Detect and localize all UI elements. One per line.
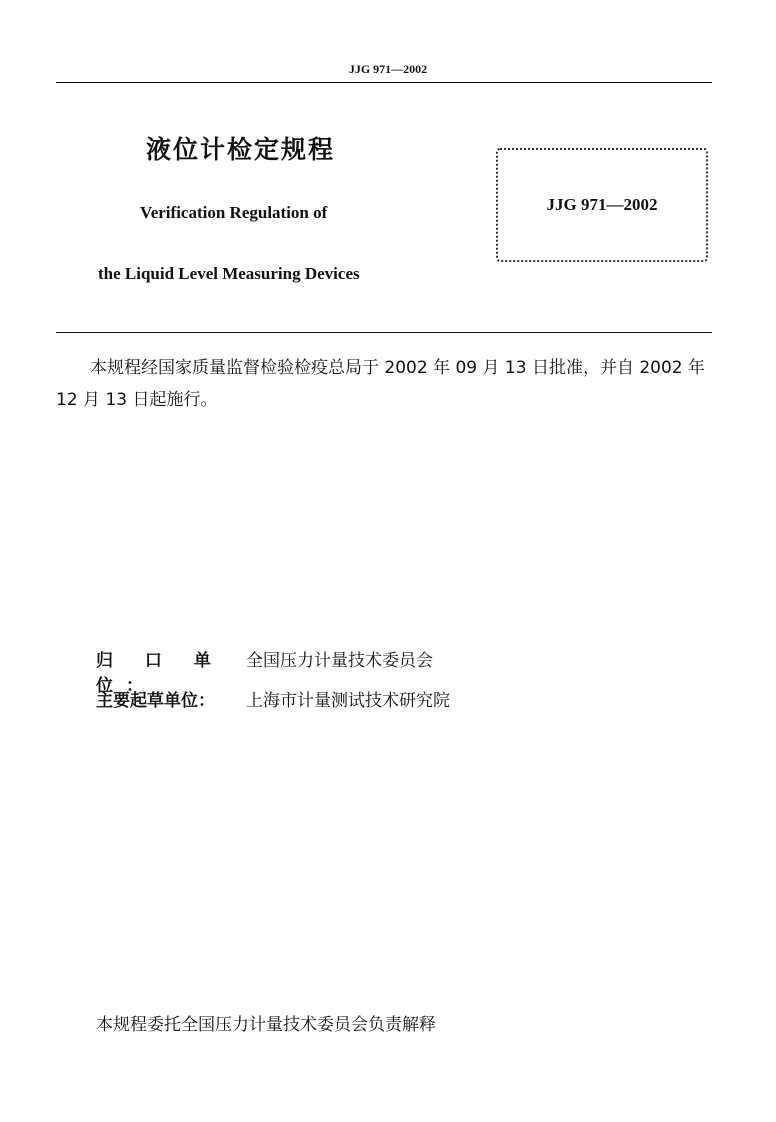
responsible-org-value: 全国压力计量技术委员会 [246, 651, 433, 671]
header-standard-code: JJG 971—2002 [348, 62, 428, 76]
standard-code-box-text: JJG 971—2002 [546, 195, 658, 214]
title-chinese: 液位计检定规程 [146, 135, 336, 164]
approval-statement: 本规程经国家质量监督检验检疫总局于 2002 年 09 月 13 日批准，并自 2002 年 12 月 13 日起施行。 [56, 358, 706, 410]
drafting-org-value: 上海市计量测试技术研究院 [246, 691, 450, 711]
responsible-org-label: 归 口 单 位： [96, 651, 224, 696]
section-rule [56, 332, 712, 333]
header-rule [56, 82, 712, 83]
title-english-line2: the Liquid Level Measuring Devices [98, 264, 360, 283]
title-english-line1: Verification Regulation of [140, 203, 328, 222]
drafting-org-row [96, 686, 450, 711]
standard-code-box [496, 148, 708, 262]
drafting-org-label: 主要起草单位： [96, 691, 215, 711]
interpretation-note: 本规程委托全国压力计量技术委员会负责解释 [96, 1015, 436, 1035]
